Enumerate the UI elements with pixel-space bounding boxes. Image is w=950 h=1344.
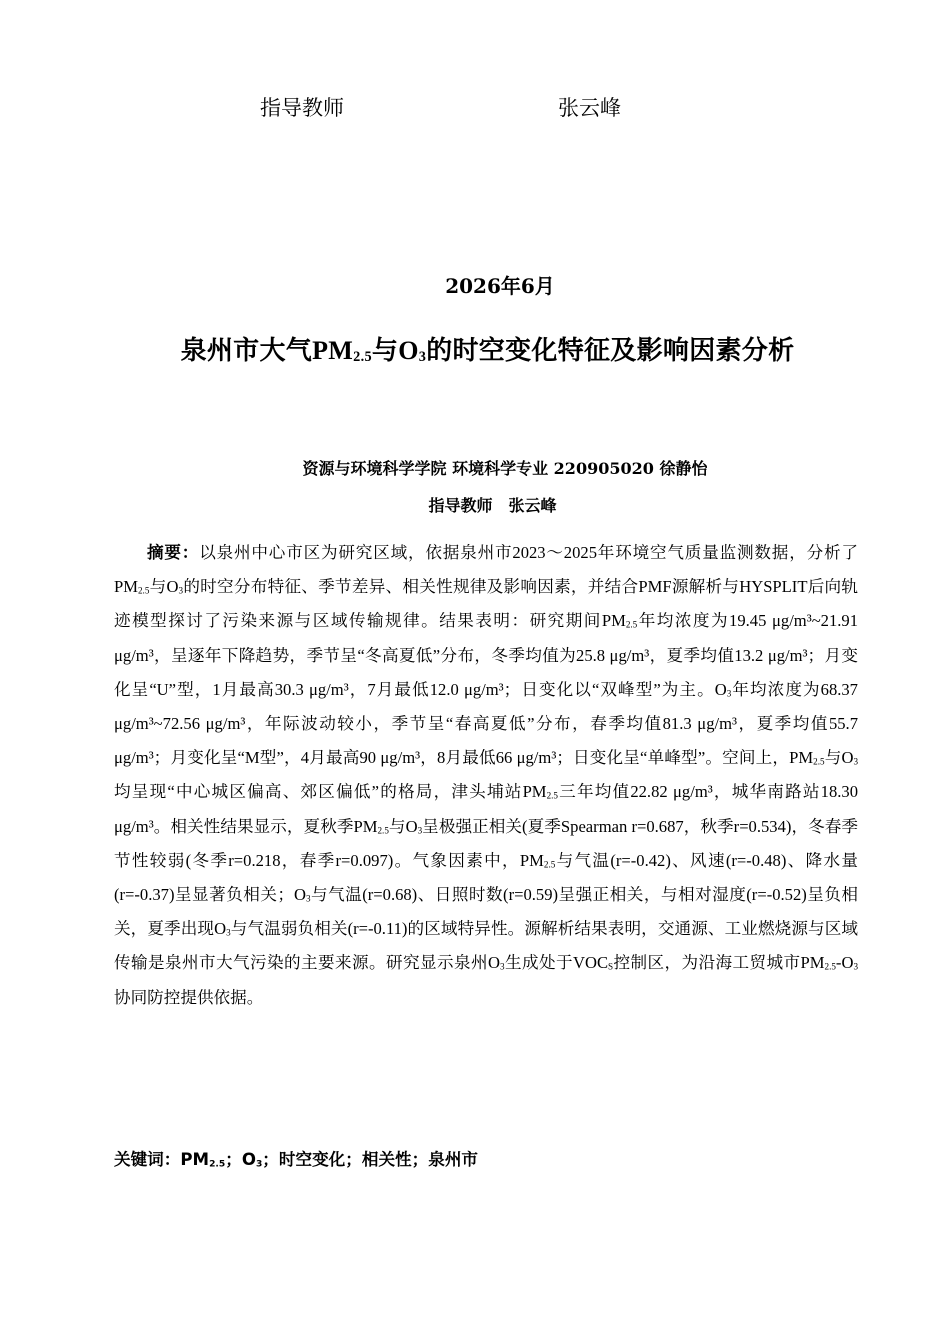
abstract-text: 的时空分布特征、季节差异、相关性规律及影响因素，并结合PMF源解析与HYSPLIT后向轨迹模型探讨了污染来源与区域传输规律。结果表明：研究期间PM [114,577,859,631]
keyword-text: 时空变化 [278,1150,346,1169]
abstract-text: 与O [149,577,179,597]
paper-title [0,330,950,367]
abstract-text: 协同防控提供依据。 [114,987,264,1007]
keyword-text: 相关性 [361,1150,412,1169]
advisor-line-name: 张云峰 [508,496,557,515]
author-line: 资源与环境科学学院 环境科学专业 220905020 徐静怡 [302,459,708,478]
abstract-paragraph [114,536,858,1015]
abstract-text: 与气温(r=0.68)、日照时数(r=0.59)呈强正相关，与相对湿度(r=-0.52)呈负相关，夏季出现O [114,885,858,939]
abstract-subscript: 2.5 [546,790,558,801]
title-part-3: 的时空变化特征及影响因素分析 [426,336,795,366]
abstract-subscript: 2.5 [137,585,150,596]
abstract-subscript: 2.5 [824,961,836,972]
keyword-subscript: 2.5 [209,1159,226,1170]
cover-advisor-label: 指导教师 [260,96,344,120]
abstract-text: -O [835,953,854,973]
keyword-item [225,1150,262,1169]
keyword-item [262,1150,345,1169]
abstract-text: 年均浓度为68.37 μg/m³~72.56 μg/m³，年际波动较小，季节呈“春高夏低”分布，春季均值81.3 μg/m³，夏季均值55.7 μg/m³；月变化呈“M型”，4月最高90 μg/m³，8月最低66 μg/m³；日变化呈“单峰型”。空间上，PM [114,679,858,768]
keyword-text: 泉州市 [428,1150,479,1169]
abstract-subscript: S [608,961,614,972]
abstract-subscript: 3 [853,756,858,767]
title-part-2: 与 [371,336,399,366]
abstract-text: 年均浓度为19.45 μg/m³~21.91 μg/m³，呈逐年下降趋势，季节呈“冬高夏低”分布，冬季均值为25.8 μg/m³，夏季均值13.2 μg/m³；月变化呈“U”型，1月最高30.3 μg/m³，7月最低12.0 μg/m³；日变化以“双峰型”为主。O [114,611,859,699]
title-o-sub: 3 [418,349,427,366]
title-pm-sub: 2.5 [353,349,372,366]
abstract-text: 生成处于VOC [504,953,609,973]
cover-date: 2026年6月 [445,274,555,298]
keyword-text: PM [180,1150,210,1169]
abstract-text: 与气温(r=-0.42)、风速(r=-0.48)、降水量(r=-0.37)呈显著负相关；O [114,850,858,905]
keyword-item [180,1150,225,1169]
abstract-subscript: 3 [178,585,184,596]
advisor-line [0,493,950,516]
title-pm: PM [312,336,354,365]
keyword-subscript: 3 [255,1159,263,1170]
title-o: O [398,336,419,365]
abstract-subscript: 3 [226,927,231,938]
abstract-subscript: 3 [500,961,505,972]
keywords-label: 关键词： [114,1150,181,1169]
abstract-subscript: 3 [305,893,311,904]
keyword-item [345,1150,411,1169]
abstract-subscript: 3 [853,961,858,972]
abstract-label: 摘要： [147,543,200,562]
abstract-subscript: 3 [417,824,423,835]
abstract-text: 呈极强正相关(夏季Spearman r=0.687，秋季r=0.534)，冬春季节性较弱(冬季r=0.218，春季r=0.097)。气象因素中，PM [114,816,858,870]
abstract-text: 以泉州中心市区为研究区域，依据泉州市2023～2025年环境空气质量监测数据，分析了PM [114,543,858,597]
abstract-subscript: 2.5 [813,756,825,767]
abstract-subscript: 2.5 [543,859,556,870]
abstract-text: 与O [388,816,418,836]
abstract-text: 与气温弱负相关(r=-0.11)的区域特异性。源解析结果表明，交通源、工业燃烧源与区域传输是泉州市大气污染的主要来源。研究显示泉州O [114,919,858,973]
abstract-subscript: 2.5 [377,824,389,835]
abstract-subscript: 2.5 [625,619,638,630]
abstract-text: 控制区，为沿海工贸城市PM [613,953,825,973]
keyword-item [412,1150,478,1169]
cover-advisor-name: 张云峰 [558,96,621,120]
abstract-text: 三年均值22.82 μg/m³，城华南路站18.30 μg/m³。相关性结果显示，夏秋季PM [114,782,858,836]
abstract-text: 均呈现“中心城区偏高、郊区偏低”的格局，津头埔站PM [114,782,547,802]
advisor-line-label: 指导教师 [428,496,493,515]
keywords-line [114,1146,478,1170]
keyword-text: O [241,1150,256,1169]
title-part-1: 泉州市大气 [180,336,313,366]
abstract-subscript: 3 [726,688,732,699]
abstract-text: 与O [824,748,854,768]
